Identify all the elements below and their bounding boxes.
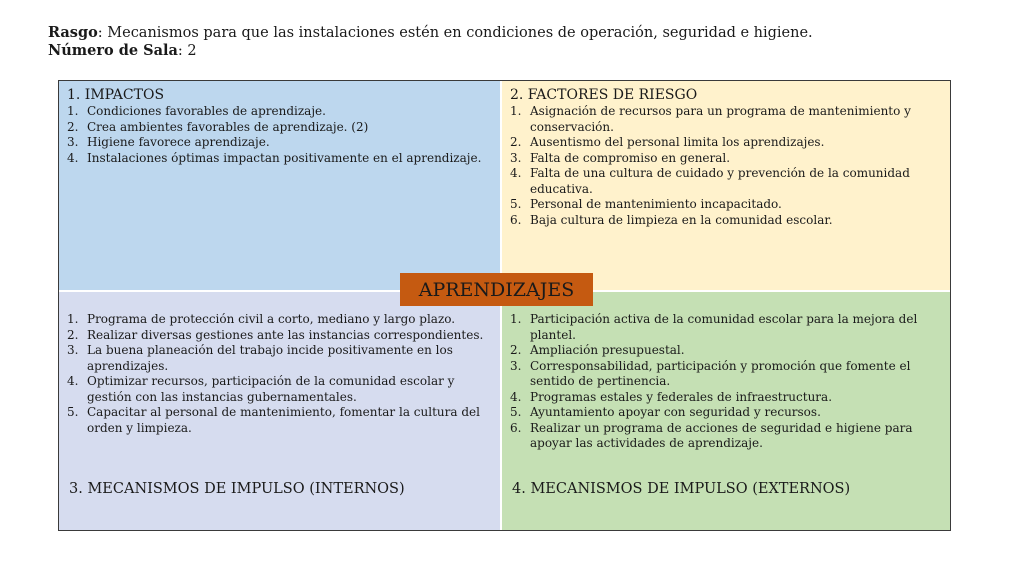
list-item-text: Capacitar al personal de mantenimiento, fomentar la cultura del orden y limpieza. xyxy=(87,405,480,435)
list-item xyxy=(510,312,942,343)
list-item-number: 5. xyxy=(510,405,522,419)
quadrant-impactos xyxy=(59,81,502,292)
list-item-text: Crea ambientes favorables de aprendizaje. (2) xyxy=(87,119,369,134)
list-item-text: Falta de compromiso en general. xyxy=(530,150,731,165)
quadrant-impulso-internos xyxy=(59,292,502,530)
list-item-number: 6. xyxy=(510,212,522,227)
list-item xyxy=(510,166,942,197)
list-item-number: 5. xyxy=(510,197,522,211)
list-item xyxy=(67,328,492,344)
list-item xyxy=(510,421,942,452)
list-item xyxy=(510,390,942,406)
list-item-text: Realizar un programa de acciones de seguridad e higiene para apoyar las actividades de aprendizaje. xyxy=(530,420,913,450)
impulso-externos-list xyxy=(510,312,942,452)
list-item-text: Corresponsabilidad, participación y promoción que fomente el sentido de pertinencia. xyxy=(530,358,911,388)
list-item-number: 5. xyxy=(67,405,79,419)
list-item-text: Programas estales y federales de infraestructura. xyxy=(530,389,833,404)
quadrant-title: 3. MECANISMOS DE IMPULSO (INTERNOS) xyxy=(69,481,405,497)
list-item-number: 4. xyxy=(510,166,522,180)
list-item xyxy=(510,405,942,421)
list-item xyxy=(510,104,942,135)
list-item-text: Baja cultura de limpieza en la comunidad escolar. xyxy=(530,212,833,227)
list-item xyxy=(67,374,492,405)
impulso-internos-list xyxy=(67,312,492,436)
rasgo-line xyxy=(48,24,813,42)
list-item-number: 3. xyxy=(510,150,522,165)
list-item xyxy=(510,135,942,151)
quadrant-title: 2. FACTORES DE RIESGO xyxy=(510,87,698,103)
list-item-text: Falta de una cultura de cuidado y prevención de la comunidad educativa. xyxy=(530,166,910,196)
list-item xyxy=(510,151,942,167)
list-item xyxy=(67,405,492,436)
list-item-text: Instalaciones óptimas impactan positivamente en el aprendizaje. xyxy=(87,150,482,165)
list-item-text: Condiciones favorables de aprendizaje. xyxy=(87,104,326,118)
list-item-number: 2. xyxy=(510,343,522,357)
list-item-text: Personal de mantenimiento incapacitado. xyxy=(530,197,782,211)
list-item-number: 2. xyxy=(67,327,79,342)
list-item-number: 4. xyxy=(67,374,79,388)
list-item-text: Optimizar recursos, participación de la comunidad escolar y gestión con las instancias gubernamentales. xyxy=(87,374,455,404)
rasgo-text: : Mecanismos para que las instalaciones estén en condiciones de operación, seguridad e higiene. xyxy=(97,25,813,41)
list-item-text: Programa de protección civil a corto, mediano y largo plazo. xyxy=(87,312,456,326)
list-item-text: La buena planeación del trabajo incide positivamente en los aprendizajes. xyxy=(87,343,453,373)
rasgo-label: Rasgo xyxy=(48,24,98,41)
list-item xyxy=(67,120,492,136)
quadrant-impulso-externos xyxy=(502,292,950,530)
list-item xyxy=(510,359,942,390)
factores-riesgo-list xyxy=(510,104,942,228)
list-item-number: 3. xyxy=(67,343,79,357)
list-item-number: 1. xyxy=(510,104,522,118)
list-item-number: 1. xyxy=(67,312,79,326)
impactos-list xyxy=(67,104,492,166)
list-item-number: 2. xyxy=(67,119,79,134)
list-item-number: 1. xyxy=(510,312,522,326)
list-item-number: 2. xyxy=(510,135,522,149)
list-item-text: Participación activa de la comunidad escolar para la mejora del plantel. xyxy=(530,312,918,342)
list-item-number: 4. xyxy=(510,389,522,404)
list-item xyxy=(510,213,942,229)
sala-line xyxy=(48,42,813,60)
list-item-text: Ausentismo del personal limita los aprendizajes. xyxy=(530,135,825,149)
slide-header xyxy=(48,24,813,60)
list-item xyxy=(67,312,492,328)
list-item-number: 6. xyxy=(510,420,522,435)
quadrant-title: 1. IMPACTOS xyxy=(67,87,165,103)
list-item xyxy=(510,197,942,213)
list-item xyxy=(510,343,942,359)
list-item xyxy=(67,135,492,151)
list-item-text: Ayuntamiento apoyar con seguridad y recursos. xyxy=(530,405,821,419)
list-item-text: Higiene favorece aprendizaje. xyxy=(87,135,270,149)
quadrant-factores-riesgo xyxy=(502,81,950,292)
list-item xyxy=(67,343,492,374)
list-item-text: Ampliación presupuestal. xyxy=(530,343,685,357)
aprendizajes-badge: APRENDIZAJES xyxy=(400,273,593,306)
list-item-number: 1. xyxy=(67,104,79,118)
quadrant-title: 4. MECANISMOS DE IMPULSO (EXTERNOS) xyxy=(512,481,851,497)
list-item-number: 3. xyxy=(510,358,522,373)
list-item xyxy=(67,151,492,167)
list-item-text: Realizar diversas gestiones ante las instancias correspondientes. xyxy=(87,327,484,342)
list-item-number: 4. xyxy=(67,150,79,165)
list-item-text: Asignación de recursos para un programa de mantenimiento y conservación. xyxy=(530,104,911,134)
sala-label: Número de Sala xyxy=(48,42,178,59)
list-item xyxy=(67,104,492,120)
list-item-number: 3. xyxy=(67,135,79,149)
sala-text: : 2 xyxy=(177,43,197,59)
